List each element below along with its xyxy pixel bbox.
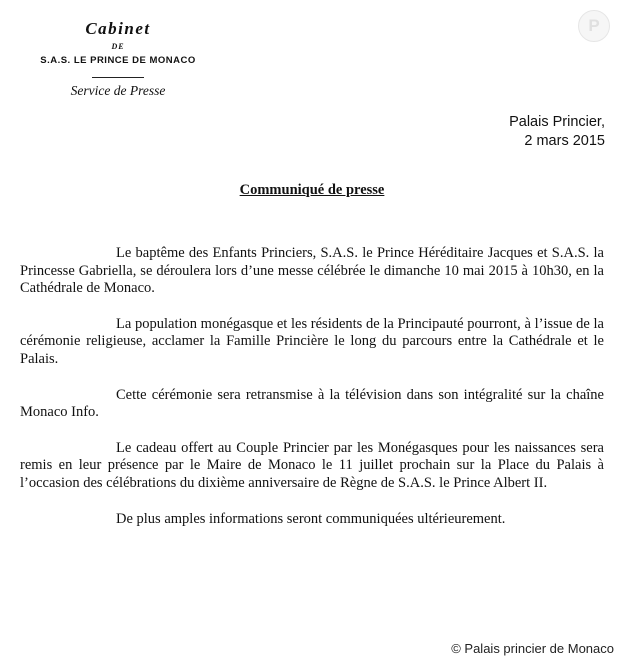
letterhead [22,18,214,100]
paragraph-4: Le cadeau offert au Couple Princier par les Monégasques pour les naissances sera remis en leur présence par le Maire de Monaco le 11 juillet prochain sur la Place du Palais à l’occasion des célébrations du dixième anniversaire de Règne de S.A.S. le Prince Albert II. [20,439,604,491]
watermark-logo-icon: P [578,10,610,42]
date-block [509,113,605,151]
letterhead-prince: S.A.S. LE PRINCE DE MONACO [40,55,196,66]
paragraph-1: Le baptême des Enfants Princiers, S.A.S. le Prince Héréditaire Jacques et S.A.S. la Princesse Gabriella, se déroulera lors d’une messe célébrée le dimanche 10 mai 2015 à 10h30, en la Cathédrale de Monaco. [20,245,604,297]
copyright-credit: © Palais princier de Monaco [451,641,614,656]
paragraph-2: La population monégasque et les résidents de la Principauté pourront, à l’issue de la cérémonie religieuse, acclamer la Famille Princière le long du parcours entre la Cathédrale et le Palais. [20,315,604,367]
document-title: Communiqué de presse [239,182,385,198]
letterhead-cabinet: Cabinet [85,19,151,38]
letterhead-service: Service de Presse [70,83,166,98]
paragraph-5: De plus amples informations seront communiquées ultérieurement. [116,510,506,527]
date-place: Palais Princier, [509,114,605,130]
document-body [20,245,604,546]
letterhead-de: DE [111,42,125,51]
paragraph-3: Cette cérémonie sera retransmise à la télévision dans son intégralité sur la chaîne Monaco Info. [20,386,604,421]
date-value: 2 mars 2015 [524,133,605,149]
letterhead-divider [92,77,144,78]
